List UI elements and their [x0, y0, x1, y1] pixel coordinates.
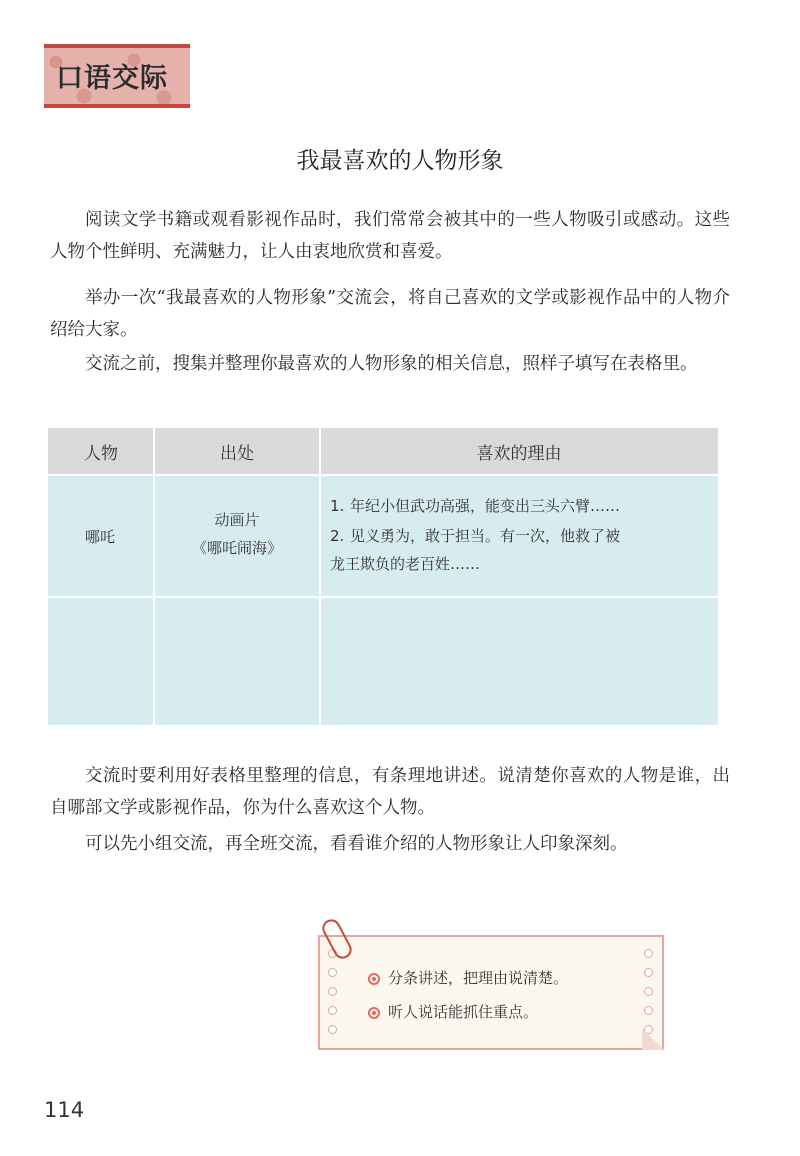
note-holes-left — [328, 949, 340, 1044]
closing-paragraph-1: 交流时要利用好表格里整理的信息，有条理地讲述。说清楚你喜欢的人物是谁，出自哪部文学或影视作品，你为什么喜欢这个人物。 — [50, 766, 730, 818]
reason-item — [330, 493, 715, 519]
cell-source-title: 《哪吒闹海》 — [191, 539, 282, 557]
tip-item — [368, 1001, 538, 1022]
cell-source-type: 动画片 — [214, 511, 260, 529]
reason-text: 见义勇为，敢于担当。有一次，他救了被 — [350, 527, 621, 545]
table-divider — [48, 596, 718, 598]
page-title: 我最喜欢的人物形象 — [296, 148, 504, 174]
table-divider — [153, 428, 155, 725]
page-number: 114 — [44, 1098, 85, 1122]
table-divider — [319, 428, 321, 725]
table-divider — [48, 474, 718, 476]
bullet-icon — [368, 973, 380, 985]
tip-text: 听人说话能抓住重点。 — [388, 1003, 539, 1021]
reason-number: 1. — [330, 497, 345, 515]
reason-item — [330, 523, 715, 549]
section-title: 口语交际 — [56, 63, 168, 94]
header-person: 人物 — [84, 443, 118, 464]
table-header-row — [48, 428, 718, 474]
header-source: 出处 — [220, 443, 254, 464]
tips-note — [318, 935, 664, 1050]
reason-text-continued: 龙王欺负的老百姓…… — [330, 555, 481, 573]
bullet-icon — [368, 1007, 380, 1019]
reason-text: 年纪小但武功高强，能变出三头六臂…… — [350, 497, 621, 515]
closing-paragraph-2: 可以先小组交流，再全班交流，看看谁介绍的人物形象让人印象深刻。 — [85, 834, 628, 854]
page-curl-icon — [642, 1028, 664, 1050]
tip-text: 分条讲述，把理由说清楚。 — [388, 969, 569, 987]
intro-paragraph-3: 交流之前，搜集并整理你最喜欢的人物形象的相关信息，照样子填写在表格里。 — [85, 354, 698, 374]
reason-number: 2. — [330, 527, 345, 545]
cell-person: 哪吒 — [84, 528, 115, 546]
intro-paragraph-2: 举办一次“我最喜欢的人物形象”交流会，将自己喜欢的文学或影视作品中的人物介绍给大家。 — [50, 288, 730, 340]
tip-item — [368, 967, 568, 988]
section-banner — [44, 44, 190, 108]
header-reason: 喜欢的理由 — [476, 443, 562, 464]
intro-paragraph-1: 阅读文学书籍或观看影视作品时，我们常常会被其中的一些人物吸引或感动。这些人物个性鲜明、充满魅力，让人由衷地欣赏和喜爱。 — [50, 210, 730, 262]
